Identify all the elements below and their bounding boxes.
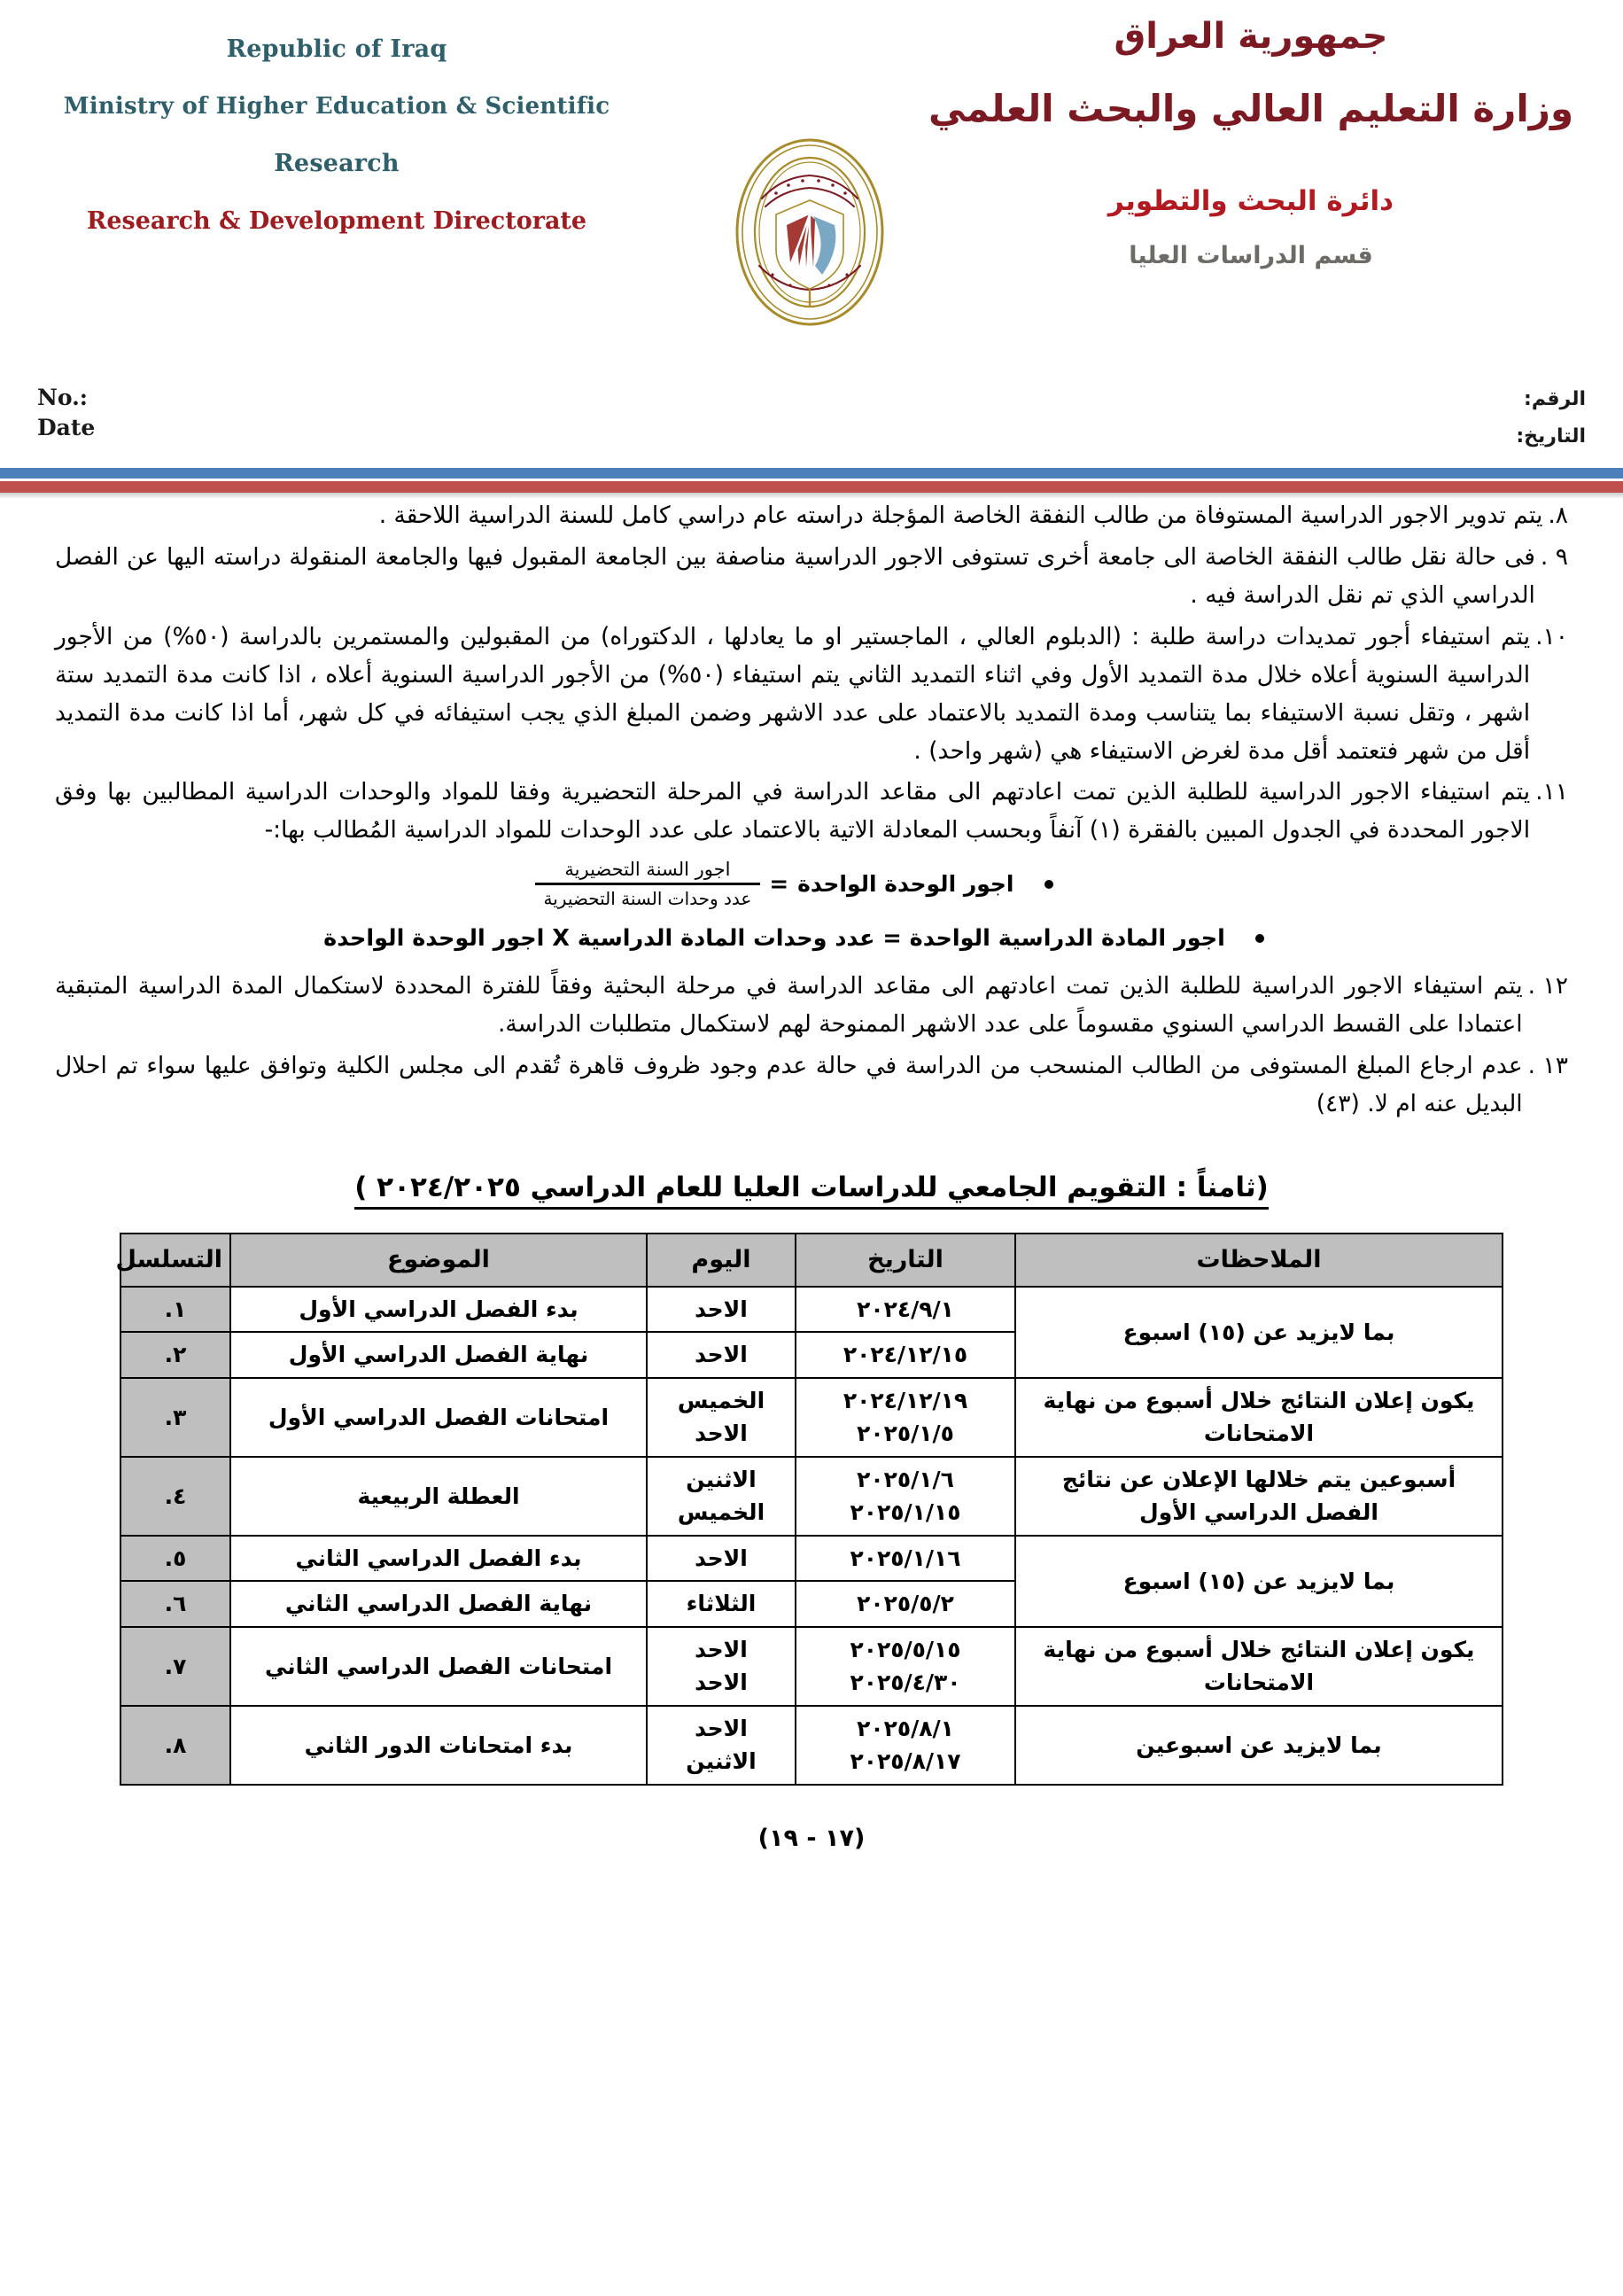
letterhead-arabic-block xyxy=(905,16,1596,269)
cell-subject: نهاية الفصل الدراسي الثاني xyxy=(230,1581,647,1627)
page-footer: (١٧ - ١٩) xyxy=(757,1824,866,1852)
column-header-notes: الملاحظات xyxy=(1015,1234,1503,1287)
date-value: ٢٠٢٤/١٢/١٩ xyxy=(843,1387,968,1413)
clause-number: ١٢ . xyxy=(1527,972,1568,1000)
letterhead-en-directorate: Research & Development Directorate xyxy=(86,207,587,235)
letterhead-ar-section: قسم الدراسات العليا xyxy=(1129,242,1373,269)
table-row xyxy=(120,1536,1503,1582)
bullet-icon xyxy=(1255,934,1264,943)
formula-expression-single: اجور المادة الدراسية الواحدة = عدد وحدات المادة الدراسية X اجور الوحدة الواحدة xyxy=(323,925,1225,953)
formula-denominator: عدد وحدات السنة التحضيرية xyxy=(535,883,761,909)
cell-day xyxy=(647,1287,796,1333)
document-body xyxy=(0,483,1623,1852)
cell-seq: ٥. xyxy=(120,1536,230,1582)
formula-item-subject-fee xyxy=(55,925,1533,952)
clause-item xyxy=(55,497,1568,535)
table-body xyxy=(120,1287,1503,1785)
letterhead-english-block xyxy=(0,35,673,235)
date-value: ٢٠٢٥/١/١٦ xyxy=(850,1545,961,1571)
cell-date xyxy=(796,1378,1015,1457)
column-header-seq: التسلسل xyxy=(120,1234,230,1287)
letterhead-ar-department: دائرة البحث والتطوير xyxy=(1107,185,1394,217)
day-value: الاحد xyxy=(695,1296,748,1322)
cell-day xyxy=(647,1332,796,1378)
table-row xyxy=(120,1378,1503,1457)
day-value: الخميس xyxy=(677,1387,765,1413)
bullet-icon xyxy=(1044,880,1053,889)
letterhead-ar-country: جمهورية العراق xyxy=(1114,16,1388,57)
cell-day xyxy=(647,1536,796,1582)
clause-text: يتم استيفاء الاجور الدراسية للطلبة الذين تمت اعادتهم الى مقاعد الدراسة في مرحلة البحثية وفقاً للفترة المحددة لاستكمال المدة الدراسية المتبقية اعتمادا على القسط الدراسي السنوي مقسوماً على عدد الاشهر الممنوحة لهم لاستكمال متطلبات الدراسة. xyxy=(55,972,1523,1039)
day-value: الثلاثاء xyxy=(686,1591,757,1617)
clause-item xyxy=(55,1047,1568,1124)
date-value: ٢٠٢٥/٥/٢ xyxy=(857,1591,954,1617)
date-value: ٢٠٢٥/٥/١٥ xyxy=(850,1636,961,1662)
cell-seq: ٣. xyxy=(120,1378,230,1457)
cell-subject: بدء الفصل الدراسي الثاني xyxy=(230,1536,647,1582)
column-header-subject: الموضوع xyxy=(230,1234,647,1287)
cell-date xyxy=(796,1706,1015,1785)
clause-item xyxy=(55,968,1568,1044)
clause-text: يتم استيفاء الاجور الدراسية للطلبة الذين تمت اعادتهم الى مقاعد الدراسة في المرحلة التحضيرية وفقا للمواد والوحدات الدراسية المطالبين بها وفق الاجور المحددة في الجدول المبين بالفقرة (١) آنفاً وبحسب المعادلة الاتية بالاعتماد على عدد الوحدات للمواد الدراسية المُطالب بها:- xyxy=(55,778,1531,844)
table-row xyxy=(120,1457,1503,1536)
header-rule-blue xyxy=(0,468,1623,479)
cell-seq: ٢. xyxy=(120,1332,230,1378)
cell-day xyxy=(647,1378,796,1457)
cell-subject: امتحانات الفصل الدراسي الثاني xyxy=(230,1627,647,1706)
day-value: الاثنين xyxy=(686,1466,757,1492)
meta-date-label-ar: التاريخ: xyxy=(1516,424,1586,448)
letterhead-meta-arabic xyxy=(1516,381,1586,455)
date-value: ٢٠٢٥/٨/١٧ xyxy=(850,1748,961,1775)
cell-seq: ٧. xyxy=(120,1627,230,1706)
letterhead-en-research: Research xyxy=(274,150,400,177)
table-header-row xyxy=(120,1234,1503,1287)
clause-list-second xyxy=(55,968,1568,1124)
cell-notes: بما لايزيد عن (١٥) اسبوع xyxy=(1015,1287,1503,1378)
date-value: ٢٠٢٥/١/٦ xyxy=(857,1466,954,1492)
date-value: ٢٠٢٥/٨/١ xyxy=(857,1715,954,1741)
day-value: الاحد xyxy=(695,1342,748,1368)
cell-notes: يكون إعلان النتائج خلال أسبوع من نهاية الامتحانات xyxy=(1015,1627,1503,1706)
cell-date xyxy=(796,1627,1015,1706)
letterhead-ar-ministry: وزارة التعليم العالي والبحث العلمي xyxy=(928,87,1574,130)
formula-equals: = xyxy=(769,870,789,898)
cell-day xyxy=(647,1457,796,1536)
cell-subject: امتحانات الفصل الدراسي الأول xyxy=(230,1378,647,1457)
clause-list-first xyxy=(55,497,1568,850)
letterhead-en-country: Republic of Iraq xyxy=(226,35,447,63)
cell-notes: بما لايزيد عن (١٥) اسبوع xyxy=(1015,1536,1503,1627)
meta-date-label-en: Date xyxy=(37,414,96,440)
cell-seq: ٦. xyxy=(120,1581,230,1627)
meta-no-label-ar: الرقم: xyxy=(1524,388,1586,410)
formula-fraction xyxy=(535,859,761,909)
formula-list xyxy=(55,859,1568,952)
formula-result-label: اجور الوحدة الواحدة xyxy=(797,871,1014,898)
clause-item xyxy=(55,619,1568,771)
day-value: الاحد xyxy=(695,1715,748,1741)
cell-seq: ٤. xyxy=(120,1457,230,1536)
date-value: ٢٠٢٤/١٢/١٥ xyxy=(843,1342,968,1368)
cell-seq: ١. xyxy=(120,1287,230,1333)
cell-day xyxy=(647,1581,796,1627)
cell-notes: أسبوعين يتم خلالها الإعلان عن نتائج الفصل الدراسي الأول xyxy=(1015,1457,1503,1536)
clause-number: ٩ . xyxy=(1540,542,1568,571)
day-value: الاثنين xyxy=(686,1748,757,1775)
cell-subject: بدء امتحانات الدور الثاني xyxy=(230,1706,647,1785)
table-header xyxy=(115,1234,1503,1287)
day-value: الخميس xyxy=(677,1499,765,1526)
formula-item-unit-fee xyxy=(55,859,1533,909)
date-value: ٢٠٢٥/١/١٥ xyxy=(850,1499,961,1526)
clause-item xyxy=(55,539,1568,615)
day-value: الاحد xyxy=(695,1669,748,1696)
table-row xyxy=(120,1627,1503,1706)
cell-seq: ٨. xyxy=(120,1706,230,1785)
formula-numerator: اجور السنة التحضيرية xyxy=(564,859,731,881)
cell-subject: بدء الفصل الدراسي الأول xyxy=(230,1287,647,1333)
letterhead-meta-english xyxy=(37,383,95,443)
section-heading-text: (ثامناً : التقويم الجامعي للدراسات العليا للعام الدراسي ٢٠٢٤/٢٠٢٥ ) xyxy=(354,1171,1269,1210)
clause-text: عدم ارجاع المبلغ المستوفى من الطالب المنسحب من الدراسة في حالة عدم وجود ظروف قاهرة تُقدم الى مجلس الكلية وتوافق عليها سواء تم احلال البديل عنه ام لا. (٤٣) xyxy=(55,1052,1523,1118)
date-value: ٢٠٢٥/١/٥ xyxy=(857,1420,954,1447)
clause-number: ١٠. xyxy=(1535,622,1568,650)
cell-date xyxy=(796,1536,1015,1582)
cell-notes: يكون إعلان النتائج خلال أسبوع من نهاية الامتحانات xyxy=(1015,1378,1503,1457)
academic-calendar-table xyxy=(115,1233,1503,1786)
meta-no-label-en: No.: xyxy=(37,385,89,410)
clause-number: ١٣ . xyxy=(1527,1052,1568,1080)
ministry-emblem-icon xyxy=(711,133,910,332)
clause-number: ١١. xyxy=(1535,778,1568,806)
clause-text: يتم تدوير الاجور الدراسية المستوفاة من طالب النفقة الخاصة المؤجلة دراسته عام دراسي كامل للسنة الدراسية اللاحقة . xyxy=(378,502,1543,529)
day-value: الاحد xyxy=(695,1545,748,1571)
formula-expression xyxy=(535,859,1014,909)
letterhead-en-ministry: Ministry of Higher Education & Scientific xyxy=(63,93,610,120)
cell-day xyxy=(647,1627,796,1706)
table-row xyxy=(120,1706,1503,1785)
date-value: ٢٠٢٤/٩/١ xyxy=(857,1296,954,1322)
table-row xyxy=(120,1287,1503,1333)
cell-date xyxy=(796,1457,1015,1536)
cell-date xyxy=(796,1287,1015,1333)
section-heading xyxy=(55,1171,1568,1210)
column-header-date: التاريخ xyxy=(796,1234,1015,1287)
clause-number: ٨. xyxy=(1548,502,1568,529)
letterhead xyxy=(0,0,1623,483)
clause-text: يتم استيفاء أجور تمديدات دراسة طلبة : (الدبلوم العالي ، الماجستير او ما يعادلها ، الدكتوراه) من المقبولين والمستمرين بالدراسة (٥٠%) من الأجور الدراسية السنوية أعلاه خلال مدة التمديد الأول وفي اثناء التمديد الثاني يتم استيفاء (٥٠%) من الأجور الدراسية السنوية أعلاه ، اذا كانت مدة التمديد ستة اشهر ، وتقل نسبة الاستيفاء بما يتناسب ومدة التمديد بالاعتماد على عدد الاشهر وضمن المبلغ الذي يجب استيفائه في كل شهر، أما اذا كانت مدة التمديد أقل من شهر فتعتمد أقل مدة لغرض الاستيفاء هي (شهر واحد) . xyxy=(55,622,1531,765)
date-value: ٢٠٢٥/٤/٣٠ xyxy=(850,1669,961,1696)
cell-date xyxy=(796,1581,1015,1627)
cell-day xyxy=(647,1706,796,1785)
cell-date xyxy=(796,1332,1015,1378)
day-value: الاحد xyxy=(695,1636,748,1662)
cell-notes: بما لايزيد عن اسبوعين xyxy=(1015,1706,1503,1785)
day-value: الاحد xyxy=(695,1420,748,1447)
calendar-table-wrapper xyxy=(55,1233,1568,1786)
cell-subject: نهاية الفصل الدراسي الأول xyxy=(230,1332,647,1378)
clause-text: فى حالة نقل طالب النفقة الخاصة الى جامعة أخرى تستوفى الاجور الدراسية مناصفة بين الجامعة المقبول فيها والجامعة المنقولة دراسته اليها عن الفصل الدراسي الذي تم نقل الدراسة فيه . xyxy=(55,542,1535,609)
column-header-day: اليوم xyxy=(647,1234,796,1287)
clause-item xyxy=(55,774,1568,850)
cell-subject: العطلة الربيعية xyxy=(230,1457,647,1536)
